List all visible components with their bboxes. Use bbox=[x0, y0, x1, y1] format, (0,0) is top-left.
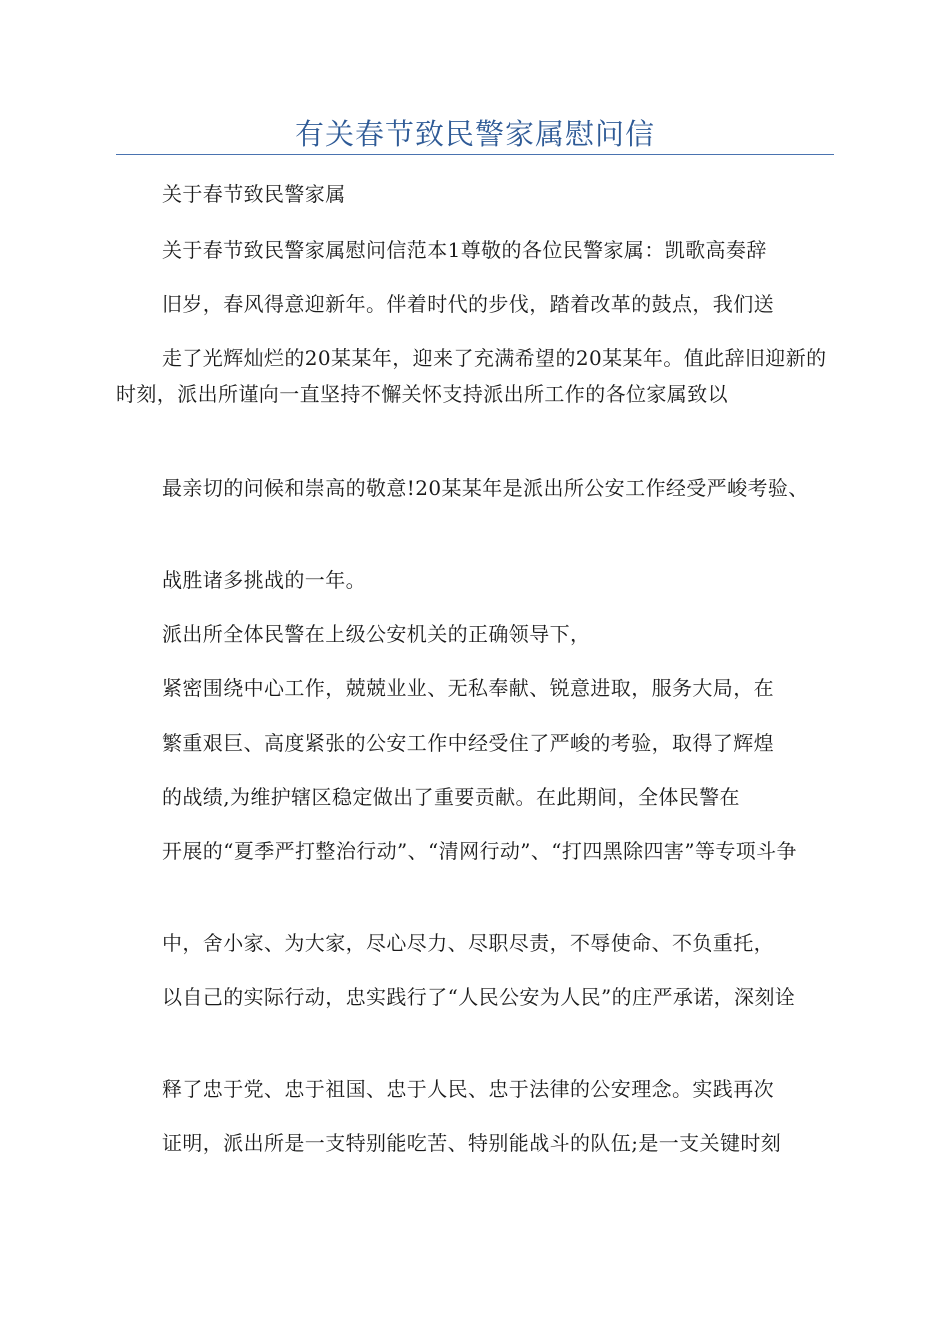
paragraph: 关于春节致民警家属慰问信范本1尊敬的各位民警家属：凯歌高奏辞 bbox=[162, 238, 767, 262]
paragraph: 中，舍小家、为大家，尽心尽力、尽职尽责，不辱使命、不负重托， bbox=[162, 931, 774, 955]
paragraph: 派出所全体民警在上级公安机关的正确领导下， bbox=[162, 622, 591, 646]
paragraph: 走了光辉灿烂的20某某年，迎来了充满希望的20某某年。值此辞旧迎新的时刻，派出所谨向一直坚持不懈关怀支持派出所工作的各位家属致以 bbox=[116, 346, 827, 406]
paragraph: 旧岁，春风得意迎新年。伴着时代的步伐，踏着改革的鼓点，我们送 bbox=[162, 292, 774, 316]
paragraph: 关于春节致民警家属 bbox=[162, 182, 346, 206]
title-underline bbox=[116, 154, 834, 155]
paragraph: 繁重艰巨、高度紧张的公安工作中经受住了严峻的考验，取得了辉煌 bbox=[162, 731, 774, 755]
paragraph: 紧密围绕中心工作，兢兢业业、无私奉献、锐意进取，服务大局，在 bbox=[162, 676, 774, 700]
paragraph: 的战绩,为维护辖区稳定做出了重要贡献。在此期间，全体民警在 bbox=[162, 785, 740, 809]
document-title: 有关春节致民警家属慰问信 bbox=[294, 117, 655, 151]
paragraph: 以自己的实际行动，忠实践行了“人民公安为人民”的庄严承诺，深刻诠 bbox=[162, 985, 796, 1009]
paragraph: 最亲切的问候和崇高的敬意!20某某年是派出所公安工作经受严峻考验、 bbox=[162, 476, 809, 500]
paragraph: 开展的“夏季严打整治行动”、“清网行动”、“打四黑除四害”等专项斗争 bbox=[162, 839, 797, 863]
paragraph: 证明，派出所是一支特别能吃苦、特别能战斗的队伍;是一支关键时刻 bbox=[162, 1131, 782, 1155]
paragraph: 释了忠于党、忠于祖国、忠于人民、忠于法律的公安理念。实践再次 bbox=[162, 1077, 774, 1101]
paragraph: 战胜诸多挑战的一年。 bbox=[162, 568, 366, 592]
